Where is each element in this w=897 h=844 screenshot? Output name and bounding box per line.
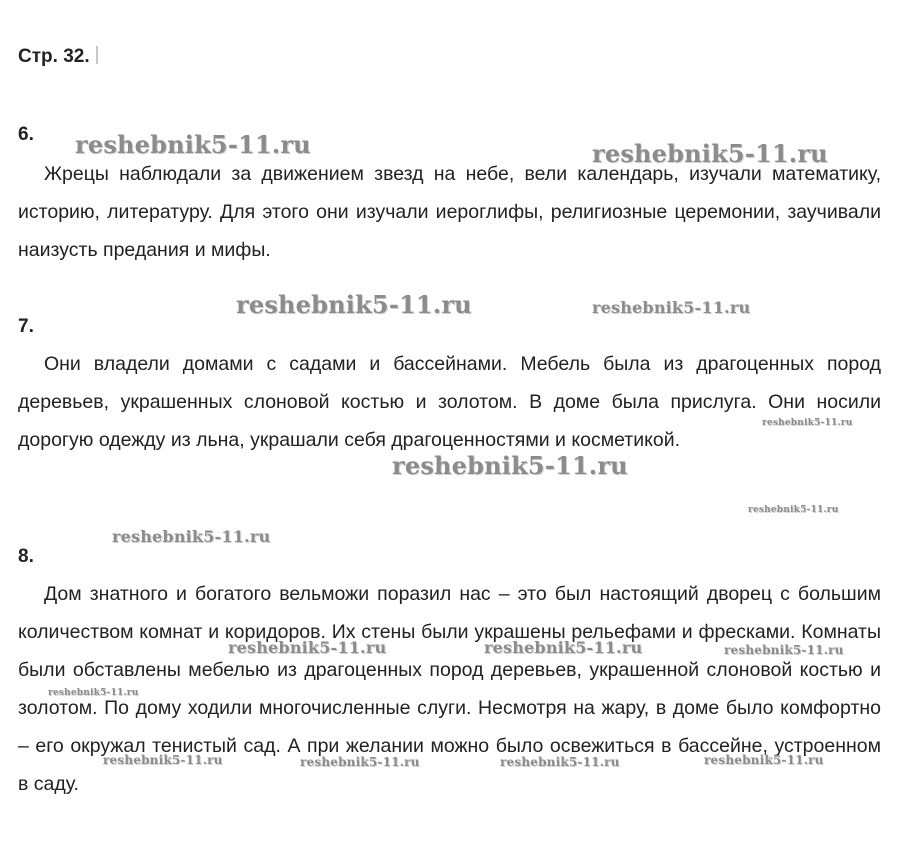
watermark: reshebnik5-11.ru [592, 298, 751, 317]
watermark: reshebnik5-11.ru [762, 418, 853, 428]
watermark: reshebnik5-11.ru [500, 755, 620, 769]
watermark: reshebnik5-11.ru [592, 139, 828, 168]
watermark: reshebnik5-11.ru [704, 753, 824, 767]
section-number-6: 6. [18, 124, 34, 145]
section-text-8: Дом знатного и богатого вельможи поразил нас – это был настоящий дворец с большим количеством комнат и коридоров. Их стены были украшены рельефами и фресками. Комнаты были обставлены мебелью из драгоценных пород деревьев, украшенной слоновой костью и золотом. По дому ходили многочисленные слуги. Несмотря на жару, в доме было комфортно – его окружал тенистый сад. А при желании можно было освежиться в бассейне, устроенном в саду. [18, 583, 881, 795]
section-number-7: 7. [18, 316, 34, 337]
watermark: reshebnik5-11.ru [75, 130, 311, 159]
watermark: reshebnik5-11.ru [300, 755, 420, 769]
watermark: reshebnik5-11.ru [392, 451, 628, 480]
watermark: reshebnik5-11.ru [228, 638, 387, 657]
page-title: Стр. 32. [18, 46, 98, 68]
watermark: reshebnik5-11.ru [724, 643, 844, 657]
text-cursor-mark [96, 46, 98, 64]
watermark: reshebnik5-11.ru [484, 638, 643, 657]
section-text-6: Жрецы наблюдали за движением звезд на небе, вели календарь, изучали математику, историю, литературу. Для этого они изучали иероглифы, религиозные церемонии, заучивали наизусть предания и мифы. [18, 163, 881, 261]
watermark: reshebnik5-11.ru [112, 527, 271, 546]
watermark: reshebnik5-11.ru [48, 688, 139, 698]
section-text-7: Они владели домами с садами и бассейнами. Мебель была из драгоценных пород деревьев, украшенных слоновой костью и золотом. В доме была прислуга. Они носили дорогую одежду из льна, украшали себя драгоценностями и косметикой. [18, 353, 881, 451]
watermark: reshebnik5-11.ru [103, 753, 223, 767]
watermark: reshebnik5-11.ru [748, 505, 839, 515]
section-number-8: 8. [18, 546, 34, 567]
watermark: reshebnik5-11.ru [236, 290, 472, 319]
